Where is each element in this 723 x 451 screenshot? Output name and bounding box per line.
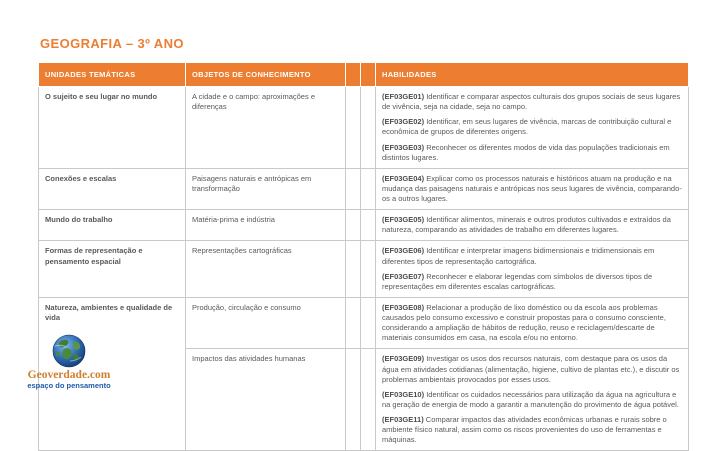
thematic-unit-cell: O sujeito e seu lugar no mundo [39,87,186,169]
skill-code: (EF03GE02) [382,117,427,127]
skill-code: (EF03GE07) [382,271,427,281]
table-row [39,87,689,169]
skills-cell [376,297,689,349]
table-row [39,241,689,298]
skill-code: (EF03GE11) [382,415,426,424]
spacer-cell [346,87,361,169]
earth-globe-icon [52,334,86,368]
spacer-cell [346,210,361,241]
spacer-cell [361,168,376,209]
knowledge-object-cell: Impactos das atividades humanas [186,349,346,451]
table-row [39,210,689,241]
spacer-cell [361,241,376,298]
skill-code: (EF03GE09) [382,354,427,364]
header-cell-2 [346,63,361,87]
skill-item: (EF03GE10) Identificar os cuidados necessários para utilização da água na agricultura e na geração de energia de modo a garantir a manutenção do provimento de água potável. [382,389,679,409]
skill-code: (EF03GE04) [382,173,427,183]
skills-cell [376,87,689,169]
header-cell-0: UNIDADES TEMÁTICAS [39,63,186,87]
skill-code: (EF03GE06) [382,246,427,256]
page-title: GEOGRAFIA – 3º ANO [40,36,184,51]
knowledge-object-cell: Representações cartográficas [186,241,346,298]
thematic-unit-cell: Mundo do trabalho [39,210,186,241]
skill-item: (EF03GE05) Identificar alimentos, minerais e outros produtos cultivados e extraídos da natureza, comparando as atividades de trabalho em diferentes lugares. [382,215,671,235]
header-cell-3 [361,63,376,87]
skill-code: (EF03GE08) [382,302,427,312]
curriculum-table [38,62,689,451]
skills-cell [376,168,689,209]
skill-code: (EF03GE05) [382,215,427,225]
table-row [39,168,689,209]
knowledge-object-cell: Matéria-prima e indústria [186,210,346,241]
skills-cell [376,241,689,298]
site-logo [16,334,122,390]
header-cell-1: OBJETOS DE CONHECIMENTO [186,63,346,87]
table-row [39,297,689,349]
table-body [39,87,689,451]
skills-cell [376,349,689,451]
spacer-cell [361,297,376,349]
skill-item: (EF03GE07) Reconhecer e elaborar legendas com símbolos de diversos tipos de representações em diferentes escalas cartográficas. [382,271,653,291]
spacer-cell [346,241,361,298]
logo-site-name: Geoverdade.com [27,369,111,381]
knowledge-object-cell: A cidade e o campo: aproximações e diferenças [186,87,346,169]
thematic-unit-cell: Conexões e escalas [39,168,186,209]
thematic-unit-cell: Formas de representação e pensamento espacial [39,241,186,298]
spacer-cell [346,297,361,349]
skill-item: (EF03GE09) Investigar os usos dos recursos naturais, com destaque para os usos da água em atividades cotidianas (alimentação, higiene, cultivo de plantas etc.), e discutir os problemas ambientais provocados por esses usos. [382,354,680,384]
spacer-cell [361,87,376,169]
skill-item: (EF03GE11) Comparar impactos das atividades econômicas urbanas e rurais sobre o ambiente físico natural, assim como os riscos provenientes do uso de ferramentas e máquinas. [382,415,667,445]
table-header [39,63,689,87]
skill-code: (EF03GE03) [382,142,427,152]
spacer-cell [346,168,361,209]
skill-code: (EF03GE10) [382,389,427,399]
spacer-cell [361,349,376,451]
spacer-cell [346,349,361,451]
skill-item: (EF03GE08) Relacionar a produção de lixo doméstico ou da escola aos problemas causados pelo consumo excessivo e construir propostas para o consumo consciente, considerando a ampliação de hábitos de redução, reuso e reciclagem/descarte de materiais consumidos em casa, na escola e/ou no entorno. [382,302,666,343]
knowledge-object-cell: Paisagens naturais e antrópicas em transformação [186,168,346,209]
skill-item: (EF03GE01) Identificar e comparar aspectos culturais dos grupos sociais de seus lugares de vivência, seja na cidade, seja no campo. [382,92,681,112]
header-cell-4: HABILIDADES [376,63,689,87]
spacer-cell [361,210,376,241]
skill-item: (EF03GE02) Identificar, em seus lugares de vivência, marcas de contribuição cultural e econômica de grupos de diferentes origens. [382,117,672,137]
skill-item: (EF03GE04) Explicar como os processos naturais e históricos atuam na produção e na mudança das paisagens naturais e antrópicas nos seus lugares de vivência, comparando-os a outros lugares. [382,173,682,203]
skills-cell [376,210,689,241]
skill-item: (EF03GE06) Identificar e interpretar imagens bidimensionais e tridimensionais em diferentes tipos de representação cartográfica. [382,246,655,266]
table-header-row [39,63,689,87]
skill-item: (EF03GE03) Reconhecer os diferentes modos de vida das populações tradicionais em distintos lugares. [382,142,670,162]
knowledge-object-cell: Produção, circulação e consumo [186,297,346,349]
logo-tagline: espaço do pensamento [27,381,111,391]
thematic-unit-cell: Natureza, ambientes e qualidade de vida [39,297,186,451]
skill-code: (EF03GE01) [382,92,427,101]
